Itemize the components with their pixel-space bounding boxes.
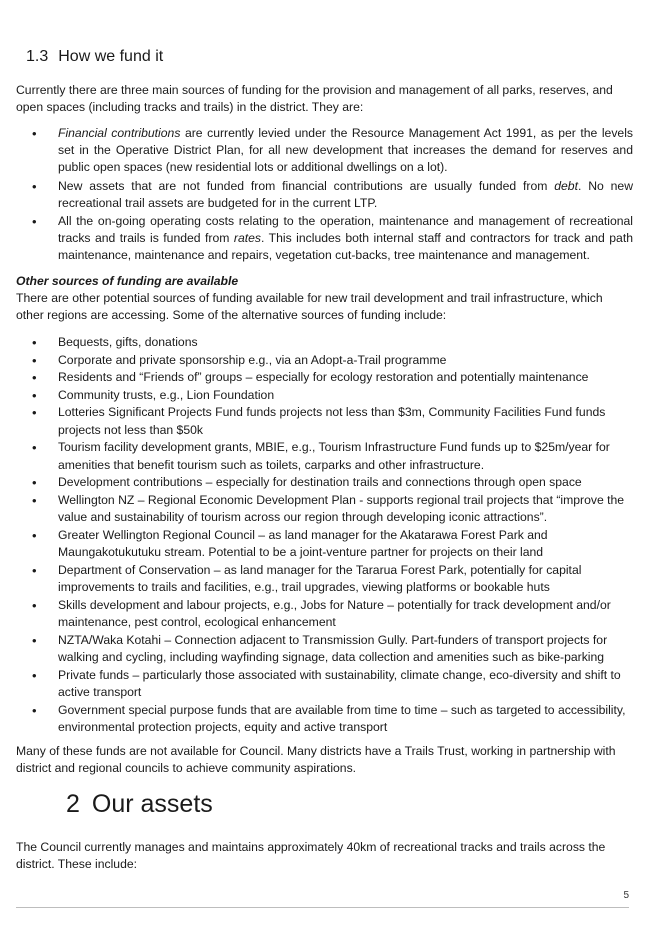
list-item: • Department of Conservation – as land manager for the Tararua Forest Park, potentially for capital improvements to trails and facilities, e.g., trail upgrades, viewing platforms or bookable huts — [16, 562, 633, 597]
list-item: • Government special purpose funds that are available from time to time – such as targeted to accessibility, environmental protection projects, equity and active transport — [16, 702, 633, 737]
list-item: • Greater Wellington Regional Council – as land manager for the Akatarawa Forest Park and Maungakotukutuku stream. Potential to be a joint-venture partner for projects on their land — [16, 527, 633, 562]
section-heading-2 — [66, 790, 213, 819]
emphasis-text: debt — [554, 178, 578, 193]
list-item: • All the on-going operating costs relating to the operation, maintenance and management of recreational tracks and trails is funded from rates. This includes both internal staff and contractors for track and path maintenance, maintenance and repairs, vegetation cut-backs, tree maintenance and management. — [16, 213, 633, 265]
section-number: 2 — [66, 790, 80, 818]
other-sources-block — [16, 273, 633, 325]
alternative-sources-block — [16, 334, 633, 737]
emphasis-text: rates — [233, 231, 262, 246]
other-sources-intro: There are other potential sources of funding available for new trail development and trail infrastructure, which other regions are accessing. Some of the alternative sources of funding include: — [16, 291, 603, 323]
assets-intro-paragraph: The Council currently manages and maintains approximately 40km of recreational tracks and trails across the district. These include: — [16, 840, 606, 872]
list-item: • Wellington NZ – Regional Economic Development Plan - supports regional trail projects that “improve the value and sustainability of tourism across our region through developing iconic attractions”. — [16, 492, 633, 527]
section-title: Our assets — [91, 790, 213, 818]
closing-paragraph: Many of these funds are not available for Council. Many districts have a Trails Trust, working in partnership with district and regional councils to achieve community aspirations. — [16, 744, 616, 776]
list-item: • Community trusts, e.g., Lion Foundation — [16, 387, 633, 405]
list-item: • Residents and “Friends of” groups – especially for ecology restoration and potentially maintenance — [16, 369, 633, 387]
assets-intro-block — [16, 839, 633, 873]
list-item: • Financial contributions are currently levied under the Resource Management Act 1991, as per the levels set in the Operative District Plan, for all new development that increases the demand for reserves and public open spaces (new residential lots or additional dwellings on a lot). — [16, 125, 633, 177]
list-item: • NZTA/Waka Kotahi – Connection adjacent to Transmission Gully. Part-funders of transport projects for walking and cycling, including wayfinding signage, data collection and amenities such as bike-parking — [16, 632, 633, 667]
funding-intro-block — [16, 82, 633, 116]
other-sources-heading: Other sources of funding are available — [16, 274, 239, 288]
section-number: 1.3 — [26, 48, 49, 65]
list-item: • New assets that are not funded from financial contributions are usually funded from debt. No new recreational trail assets are budgeted for in the current LTP. — [16, 178, 633, 212]
page-number: 5 — [623, 890, 629, 901]
closing-block — [16, 743, 633, 777]
list-item: • Corporate and private sponsorship e.g., via an Adopt-a-Trail programme — [16, 352, 633, 370]
list-item: • Skills development and labour projects, e.g., Jobs for Nature – potentially for track development and/or maintenance, pest control, ecological enhancement — [16, 597, 633, 632]
footer-divider — [16, 907, 629, 908]
list-item: • Development contributions – especially for destination trails and connections through open space — [16, 474, 633, 492]
list-item: • Tourism facility development grants, MBIE, e.g., Tourism Infrastructure Fund funds up to $25m/year for amenities that benefit tourism such as toilets, carparks and other infrastructure. — [16, 439, 633, 474]
section-title: How we fund it — [58, 48, 164, 65]
funding-sources-list-block — [16, 125, 633, 265]
list-item: • Lotteries Significant Projects Fund funds projects not less than $3m, Community Facilities Fund funds projects not less than $50k — [16, 404, 633, 439]
alternative-sources-list — [16, 334, 633, 737]
funding-intro-paragraph: Currently there are three main sources of funding for the provision and management of all parks, reserves, and open spaces (including tracks and trails) in the district. They are: — [16, 83, 613, 115]
list-item: • Bequests, gifts, donations — [16, 334, 633, 352]
emphasis-text: Financial contributions — [58, 126, 181, 140]
list-item: • Private funds – particularly those associated with sustainability, climate change, eco-diversity and shift to active transport — [16, 667, 633, 702]
funding-sources-list — [16, 125, 633, 265]
section-heading-1-3 — [26, 48, 163, 66]
